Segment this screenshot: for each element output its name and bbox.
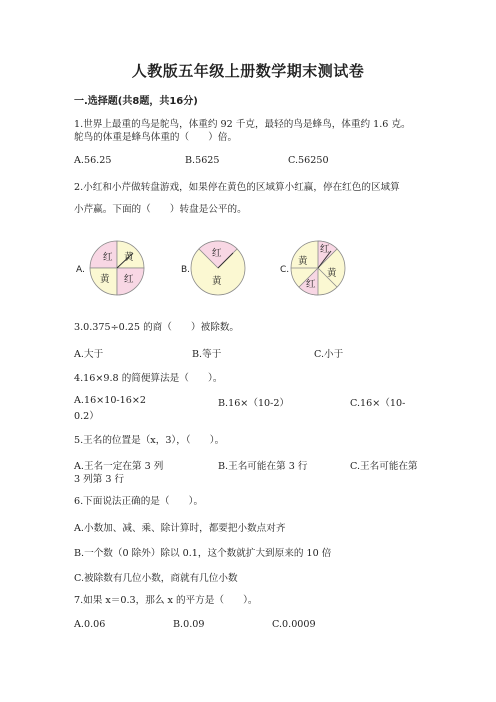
spinner-c (291, 241, 345, 295)
spinner-c-red-label: 红 (306, 279, 316, 290)
question-4-option-c: C.16×（10- (350, 398, 406, 409)
question-7-option-a: A.0.06 (74, 619, 106, 630)
spinner-a-yellow-label: 黄 (100, 274, 110, 285)
spinner-c-label: C. (280, 265, 290, 275)
question-7-option-b: B.0.09 (173, 619, 205, 630)
spinner-c-yellow-label: 黄 (298, 256, 308, 267)
spinner-b (191, 241, 245, 295)
spinner-a-yellow-label: 黄 (124, 252, 134, 263)
spinner-c-yellow-label: 黄 (327, 268, 337, 279)
question-6-option-a: A.小数加、减、乘、除计算时，都要把小数点对齐 (74, 523, 286, 534)
spinner-a-red-label: 红 (124, 274, 134, 285)
question-3-option-a: A.大于 (74, 349, 104, 360)
question-3-option-c: C.小于 (314, 349, 344, 360)
spinner-b-label: B. (181, 265, 191, 275)
question-7-line-1: 7.如果 x＝0.3，那么 x 的平方是（ ）。 (74, 595, 258, 606)
question-1-option-b: B.5625 (185, 155, 220, 166)
page-title: 人教版五年级上册数学期末测试卷 (131, 62, 365, 80)
section-heading: 一.选择题(共8题，共16分) (74, 96, 198, 107)
spinner-a (90, 241, 144, 295)
spinner-a-red-label: 红 (103, 252, 113, 263)
question-5-line-1: 5.王名的位置是（x，3），（ ）。 (74, 435, 225, 446)
spinner-b-red-label: 红 (212, 248, 222, 259)
spinner-c-red-label: 红 (320, 244, 330, 255)
question-1-line-2: 鸵鸟的体重是蜂鸟体重的（ ）倍。 (74, 132, 238, 143)
question-3-line-1: 3.0.375÷0.25 的商（ ）被除数。 (74, 322, 240, 333)
question-5-option-c: C.王名可能在第 (350, 461, 418, 472)
question-3-option-b: B.等于 (192, 349, 222, 360)
question-4-option-c-continued: 0.2） (74, 411, 99, 422)
question-2-line-1: 2.小红和小芹做转盘游戏，如果停在黄色的区域算小红赢，停在红色的区域算 (74, 182, 400, 193)
question-6-line-1: 6.下面说法正确的是（ ）。 (74, 496, 204, 507)
spinner-figures (0, 230, 496, 300)
question-4-line-1: 4.16×9.8 的简便算法是（ ）。 (74, 373, 223, 384)
spinner-a-label: A. (76, 265, 85, 275)
question-6-option-b: B.一个数（0 除外）除以 0.1，这个数就扩大到原来的 10 倍 (74, 548, 332, 559)
question-1-option-c: C.56250 (288, 155, 329, 166)
spinner-b-yellow-label: 黄 (212, 276, 222, 287)
question-5-option-c-continued: 3 列第 3 行 (74, 474, 125, 485)
question-2-line-2: 小芹赢。下面的（ ）转盘是公平的。 (74, 204, 247, 215)
question-6-option-c: C.被除数有几位小数，商就有几位小数 (74, 573, 238, 584)
question-4-option-a: A.16×10-16×2 (74, 395, 147, 406)
question-5-option-b: B.王名可能在第 3 行 (218, 461, 308, 472)
question-7-option-c: C.0.0009 (272, 619, 316, 630)
question-5-option-a: A.王名一定在第 3 列 (74, 461, 164, 472)
question-1-option-a: A.56.25 (74, 155, 112, 166)
question-4-option-b: B.16×（10-2） (218, 398, 290, 409)
question-1-line-1: 1.世界上最重的鸟是鸵鸟，体重约 92 千克，最轻的鸟是蜂鸟，体重约 1.6 克。 (74, 119, 411, 130)
